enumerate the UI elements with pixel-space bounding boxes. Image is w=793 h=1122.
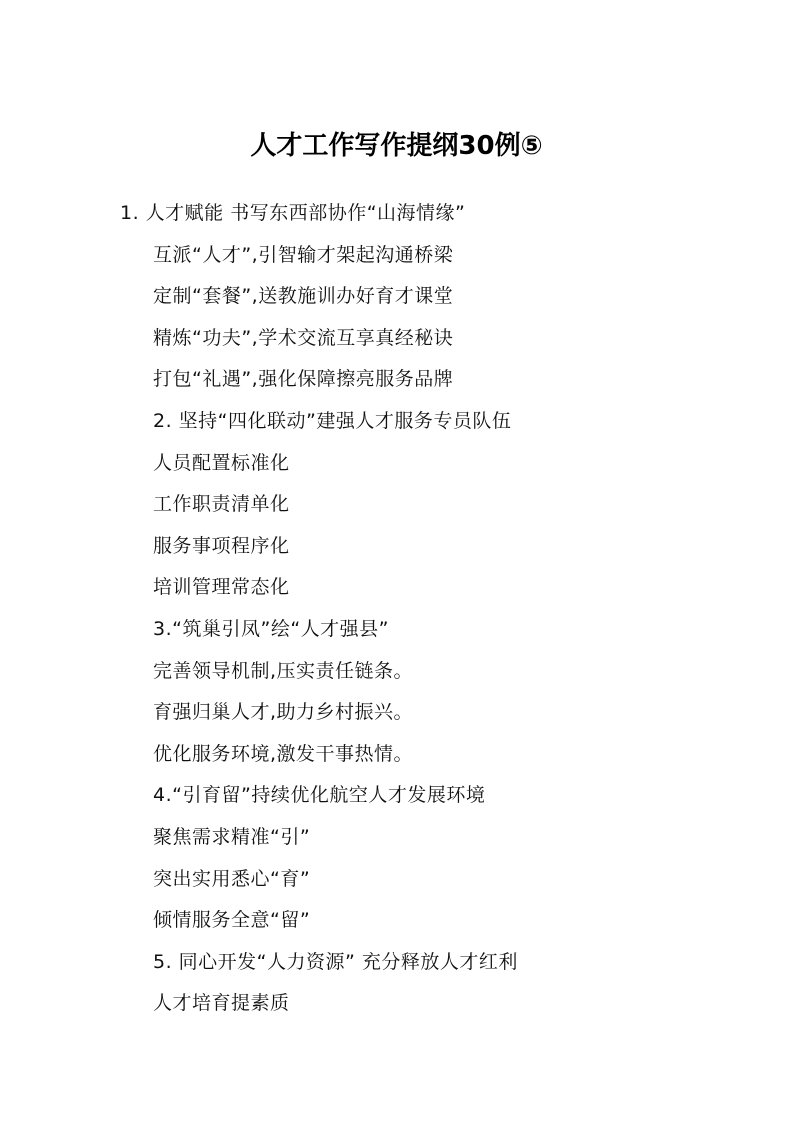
outline-line: 精炼“功夫”,学术交流互享真经秘诀 xyxy=(153,326,454,349)
outline-line: 打包“礼遇”,强化保障擦亮服务品牌 xyxy=(153,368,454,391)
outline-line: 突出实用悉心“育” xyxy=(153,867,311,890)
outline-line: 1. 人才赋能 书写东西部协作“山海情缘” xyxy=(120,202,466,224)
outline-line: 优化服务环境,激发干事热情。 xyxy=(153,742,414,765)
outline-line: 人才培育提素质 xyxy=(153,992,290,1015)
document-title: 人才工作写作提纲30例⑤ xyxy=(250,131,543,161)
outline-line: 完善领导机制,压实责任链条。 xyxy=(153,659,414,682)
outline-line: 工作职责清单化 xyxy=(153,493,290,516)
outline-line: 聚焦需求精准“引” xyxy=(153,825,311,848)
outline-line: 定制“套餐”,送教施训办好育才课堂 xyxy=(153,285,454,308)
outline-line: 倾情服务全意“留” xyxy=(153,909,311,932)
outline-line: 人员配置标准化 xyxy=(153,451,290,474)
outline-line: 4.“引育留”持续优化航空人才发展环境 xyxy=(153,784,486,807)
outline-line: 培训管理常态化 xyxy=(153,576,290,599)
outline-line: 服务事项程序化 xyxy=(153,534,290,557)
outline-line: 5. 同心开发“人力资源” 充分释放人才红利 xyxy=(153,950,518,973)
outline-line: 互派“人才”,引智输才架起沟通桥梁 xyxy=(153,243,454,266)
outline-line: 育强归巢人才,助力乡村振兴。 xyxy=(153,701,414,724)
outline-body xyxy=(0,193,793,1025)
outline-line: 2. 坚持“四化联动”建强人才服务专员队伍 xyxy=(153,409,512,432)
outline-line: 3.“筑巢引凤”绘“人才强县” xyxy=(153,617,390,640)
